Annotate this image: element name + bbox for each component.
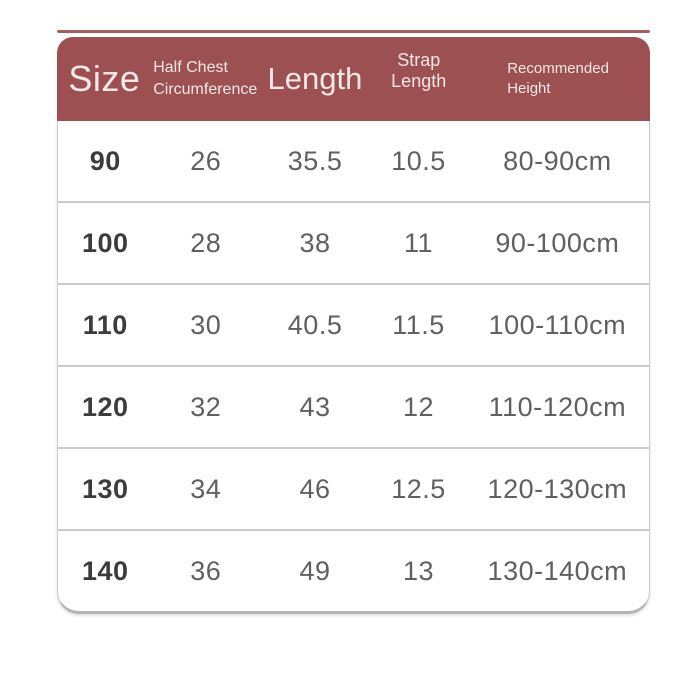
size-cell: 90	[89, 145, 121, 176]
length-cell: 43	[299, 391, 331, 422]
half-chest-cell: 30	[190, 309, 222, 340]
table-row	[58, 365, 649, 447]
table-row	[58, 447, 649, 529]
length-cell: 49	[299, 555, 331, 586]
table-row	[58, 529, 649, 611]
half-chest-cell: 36	[190, 555, 222, 586]
strap-length-cell: 11.5	[392, 309, 445, 340]
strap-length-cell: 10.5	[391, 145, 446, 176]
length-cell: 35.5	[287, 145, 343, 176]
recommended-height-cell: 130-140cm	[487, 555, 628, 586]
strap-length-cell: 13	[402, 555, 434, 586]
table-row	[58, 283, 649, 365]
half-chest-label	[153, 57, 257, 100]
column-header-length: Length	[267, 61, 363, 96]
table-row	[58, 201, 649, 283]
column-header-strap-length: Strap Length	[391, 50, 447, 91]
strap-length-cell: 12.5	[391, 473, 446, 504]
column-header-half-chest	[152, 57, 259, 100]
recommended-height-label-line1: Recommended	[507, 59, 609, 77]
recommended-height-cell: 110-120cm	[488, 391, 627, 422]
recommended-height-cell: 100-110cm	[488, 309, 627, 340]
table-row	[58, 121, 649, 201]
half-chest-cell: 28	[190, 227, 222, 258]
size-chart-table	[57, 30, 650, 614]
length-cell: 38	[299, 227, 331, 258]
size-cell: 110	[82, 309, 128, 340]
recommended-height-label	[507, 59, 609, 100]
recommended-height-cell: 90-100cm	[495, 227, 620, 258]
recommended-height-cell: 120-130cm	[487, 473, 628, 504]
strap-length-cell: 12	[402, 391, 434, 422]
half-chest-label-line2: Circumference	[153, 81, 258, 98]
recommended-height-cell: 80-90cm	[503, 145, 612, 176]
strap-length-cell: 11	[403, 227, 433, 258]
recommended-height-label-line2: Height	[507, 80, 551, 97]
table-body	[57, 121, 650, 614]
size-cell: 140	[81, 555, 129, 586]
column-header-recommended-height	[466, 59, 650, 100]
size-cell: 120	[81, 391, 129, 422]
half-chest-cell: 32	[190, 391, 222, 422]
length-cell: 40.5	[287, 309, 343, 340]
half-chest-cell: 34	[190, 473, 222, 504]
column-header-size: Size	[68, 58, 141, 99]
half-chest-label-line1: Half Chest	[153, 59, 228, 77]
half-chest-cell: 26	[190, 145, 222, 176]
size-cell: 130	[81, 473, 129, 504]
table-header-row	[57, 37, 650, 121]
table-top-accent-line	[57, 30, 650, 33]
size-cell: 100	[81, 227, 129, 258]
length-cell: 46	[299, 473, 331, 504]
